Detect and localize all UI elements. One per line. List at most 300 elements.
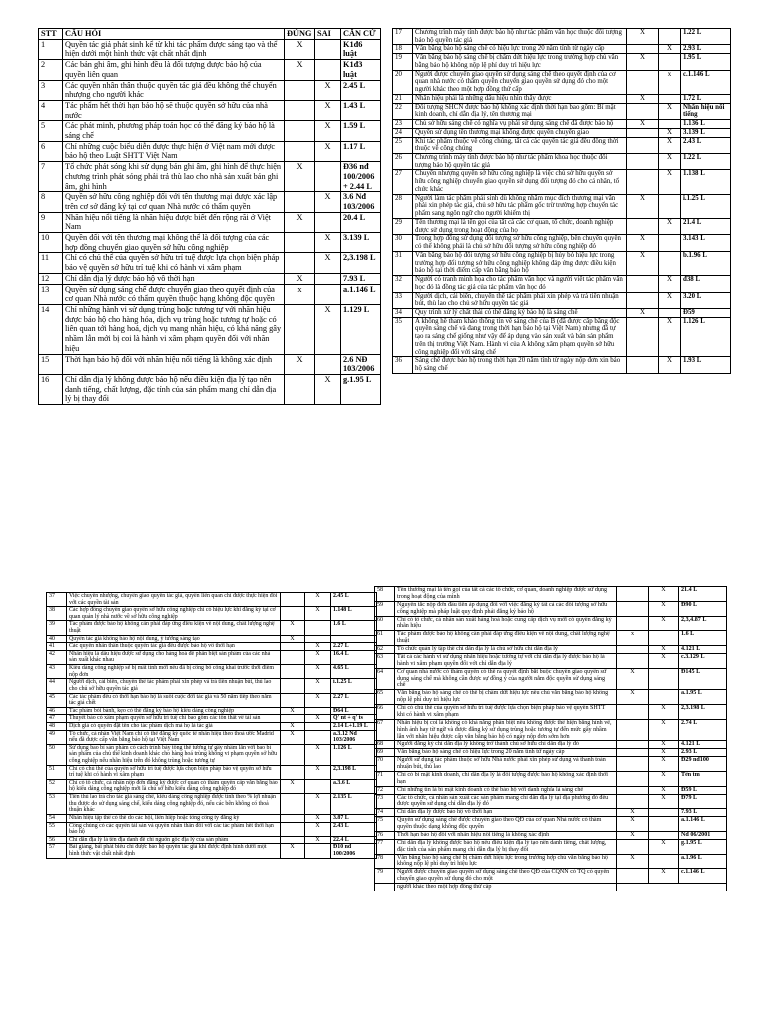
- false-mark: [315, 284, 341, 304]
- false-mark: X: [315, 374, 341, 404]
- legal-basis: a.3.12 Nđ 103/2006: [331, 730, 377, 744]
- false-mark: [649, 854, 679, 869]
- true-mark: [285, 253, 315, 273]
- question-text: Quy trình xử lý chất thải có thể đăng ký bảo hộ là sáng chế: [413, 308, 627, 317]
- row-number: 44: [47, 679, 67, 693]
- table-row: [39, 284, 381, 304]
- row-number: [375, 884, 395, 891]
- false-mark: X: [649, 601, 679, 616]
- true-mark: [627, 137, 659, 153]
- true-mark: [627, 45, 659, 54]
- false-mark: X: [315, 80, 341, 100]
- false-mark: X: [649, 646, 679, 654]
- false-mark: X: [659, 218, 681, 234]
- true-mark: [627, 154, 659, 170]
- question-text: Chỉ dẫn địa lý được bảo hộ vô thời hạn: [63, 273, 285, 284]
- row-number: 24: [393, 128, 413, 137]
- legal-basis: 21.4 L: [681, 218, 731, 234]
- question-text: Tác phẩm được bảo hộ không cần phải đáp ứng điều kiện về nội dung, chất lượng nghệ thuật: [395, 631, 617, 646]
- table-row: [47, 744, 377, 765]
- row-number: 65: [375, 690, 395, 705]
- legal-basis: 21.4 L: [679, 587, 727, 602]
- question-text: A không hề tham khảo thông tin về sáng chế của B (đã được cấp bằng độc quyền sáng chế và đang trong thời hạn bảo hộ tại Việt Nam) nhưng đã tự tạo ra sáng chế giống như vậy để áp dụng vào sản xuất và bán sản phẩm trên thị trường Việt Nam. Hành vi của A không xâm phạm quyền sở hữu công nghiệp đối với sáng chế: [413, 317, 627, 357]
- row-number: 25: [393, 137, 413, 153]
- false-mark: X: [659, 170, 681, 194]
- legal-basis: 1.59 L: [341, 121, 381, 141]
- false-mark: [649, 809, 679, 817]
- row-number: 40: [47, 635, 67, 643]
- row-number: 9: [39, 212, 63, 232]
- question-text: Chuyển nhượng quyền sở hữu công nghiệp là việc chủ sở hữu quyền sở hữu công nghiệp chuyển giao quyền sử dụng đối tượng đó cho cá nhân, tổ chức khác: [413, 170, 627, 194]
- true-mark: [617, 757, 649, 772]
- true-mark: X: [627, 251, 659, 275]
- table-row: [47, 779, 377, 793]
- row-number: 38: [47, 607, 67, 621]
- row-number: 28: [393, 194, 413, 218]
- question-text: Văn bằng bảo hộ sáng chế bị chấm dứt hiệu lực trong trường hợp chủ văn bằng bảo hộ không nộp lệ phí duy trì hiệu lực: [395, 854, 617, 869]
- question-text: Người đăng ký chỉ dẫn địa lý không trở thành chủ sở hữu chỉ dẫn địa lý đó: [395, 741, 617, 749]
- question-text: Tác phẩm hết thời hạn bảo hộ sẽ thuộc quyền sở hữu của nhà nước: [63, 100, 285, 120]
- legal-basis: a.1.96 L: [679, 854, 727, 869]
- true-mark: [281, 715, 305, 723]
- row-number: 39: [47, 621, 67, 635]
- table-row: [393, 235, 731, 251]
- header-stt: STT: [39, 29, 63, 40]
- row-number: 20: [393, 70, 413, 94]
- true-mark: [617, 741, 649, 749]
- question-text: Quyền sử dụng sáng chế được chuyển giao theo quyết định của cơ quan Nhà nước có thẩm quyền thuộc hạng không độc quyền: [63, 284, 285, 304]
- false-mark: X: [659, 137, 681, 153]
- true-mark: X: [617, 854, 649, 869]
- table-row: [393, 251, 731, 275]
- legal-basis: g.1.95 L: [341, 374, 381, 404]
- true-mark: X: [285, 212, 315, 232]
- questions-table-37-57: [46, 592, 376, 859]
- legal-basis: Đ79 L: [679, 794, 727, 809]
- table-header-row: [39, 29, 381, 40]
- false-mark: [649, 668, 679, 690]
- row-number: 41: [47, 643, 67, 651]
- true-mark: [627, 128, 659, 137]
- row-number: 18: [393, 45, 413, 54]
- true-mark: X: [281, 635, 305, 643]
- legal-basis: 2,3.198 L: [679, 705, 727, 720]
- legal-basis: Đ36 nđ 100/2006 + 2.44 L: [341, 162, 381, 192]
- legal-basis: Đ29 nđ100: [679, 757, 727, 772]
- row-number: 15: [39, 354, 63, 374]
- row-number: 71: [375, 771, 395, 786]
- false-mark: X: [305, 693, 331, 707]
- row-number: 69: [375, 749, 395, 757]
- table-row: [375, 817, 727, 832]
- table-row: [375, 587, 727, 602]
- false-mark: X: [315, 233, 341, 253]
- legal-basis: 2.6 NĐ 103/2006: [341, 354, 381, 374]
- legal-basis: 1.126 L: [331, 744, 377, 765]
- row-number: 30: [393, 235, 413, 251]
- row-number: 1: [39, 39, 63, 59]
- true-mark: [617, 869, 649, 884]
- question-text: Các quyền nhân thân thuộc quyền tác giả đều được bảo hộ vô thời hạn: [67, 643, 281, 651]
- table-row: [393, 45, 731, 54]
- row-number: 14: [39, 304, 63, 354]
- true-mark: X: [281, 621, 305, 635]
- table-row: [47, 844, 377, 858]
- question-text: Bài giảng, bài phát biểu chỉ được bảo hộ quyền tác giả khi được định hình dưới một hình thức vật chất nhất định: [67, 844, 281, 858]
- table-row: [47, 635, 377, 643]
- legal-basis: i.1.25 L: [681, 194, 731, 218]
- table-row: [39, 212, 381, 232]
- true-mark: [617, 794, 649, 809]
- table-row: [375, 631, 727, 646]
- row-number: 54: [47, 814, 67, 822]
- header-question: CÂU HỎI: [63, 29, 285, 40]
- false-mark: [659, 194, 681, 218]
- true-mark: [627, 292, 659, 308]
- question-text: Khi tác phẩm thuộc về công chúng, tất cả các quyền tác giả đều đồng thời thuộc về công chúng: [413, 137, 627, 153]
- true-mark: [285, 233, 315, 253]
- row-number: 70: [375, 757, 395, 772]
- question-text: Chỉ có tổ chức, cá nhân nộp đơn đăng ký được cơ quan có thẩm quyền cấp văn bằng bảo hộ kiểu dáng công nghiệp mới là chủ sở hữu kiểu dáng công nghiệp đó: [67, 779, 281, 793]
- question-text: Chương trình máy tính được bảo hộ như tác phẩm văn học thuộc đối tượng bảo hộ quyền tác giả: [413, 29, 627, 45]
- true-mark: [285, 141, 315, 161]
- legal-basis: a.1.146 L: [679, 817, 727, 832]
- true-mark: X: [281, 722, 305, 730]
- row-number: 49: [47, 730, 67, 744]
- row-number: 2: [39, 60, 63, 80]
- row-number: 52: [47, 779, 67, 793]
- false-mark: X: [305, 679, 331, 693]
- true-mark: [617, 839, 649, 854]
- row-number: 6: [39, 141, 63, 161]
- true-mark: [281, 794, 305, 815]
- true-mark: [627, 357, 659, 373]
- legal-basis: 2.27 L: [331, 643, 377, 651]
- legal-basis: c.3.129 L: [679, 653, 727, 668]
- false-mark: X: [659, 154, 681, 170]
- legal-basis: 20.4 L: [341, 212, 381, 232]
- true-mark: [617, 749, 649, 757]
- empty-cells: [617, 884, 727, 891]
- legal-basis: 3.20 L: [681, 292, 731, 308]
- row-number: 22: [393, 103, 413, 119]
- false-mark: [305, 844, 331, 858]
- row-number: 55: [47, 822, 67, 836]
- table-row: [47, 679, 377, 693]
- question-text: Chỉ những hành vi sử dụng trùng hoặc tương tự với nhãn hiệu được bảo hộ cho hàng hóa, dịch vụ trùng hoặc tương tự hoặc có liên quan tới hàng hoá, dịch vụ mang nhãn hiệu, có khả năng gây nhầm lẫn mới bị coi là hành vi xâm phạm quyền đối với nhãn hiệu: [63, 304, 285, 354]
- table-row: [375, 757, 727, 772]
- row-number: 10: [39, 233, 63, 253]
- true-mark: [281, 693, 305, 707]
- legal-basis: K1đ3 luật: [341, 60, 381, 80]
- question-text: Chỉ những tín là bí mật kinh doanh có thể bảo hộ với danh nghĩa là sáng chế: [395, 786, 617, 794]
- true-mark: [281, 643, 305, 651]
- legal-basis: Đ64 L: [331, 707, 377, 715]
- row-number: 56: [47, 836, 67, 844]
- row-number: 42: [47, 650, 67, 664]
- question-text: Văn bằng bảo hộ sáng chế có thể bị chấm dứt hiệu lực nếu chủ văn bằng bảo hộ không nộp lệ phí duy trì hiệu lực: [395, 690, 617, 705]
- false-mark: X: [305, 643, 331, 651]
- table-row: [375, 794, 727, 809]
- true-mark: X: [617, 690, 649, 705]
- question-text: Cơ quan nhà nước có thẩm quyền có thể ra quyết định bắt buộc chuyển giao quyền sử dụng sáng chế mà không cần được sự đồng ý của người nắm độc quyền sử dụng sáng chế: [395, 668, 617, 690]
- row-number: 46: [47, 707, 67, 715]
- legal-basis: 3.139 L: [681, 128, 731, 137]
- true-mark: [281, 836, 305, 844]
- legal-basis: 1.22 L: [681, 154, 731, 170]
- true-mark: [285, 192, 315, 212]
- row-number: 5: [39, 121, 63, 141]
- legal-basis: 4.65 L: [331, 665, 377, 679]
- legal-basis: 2.93 L: [681, 45, 731, 54]
- legal-basis: c.1.146 L: [679, 869, 727, 884]
- question-text: Tên thương mại là tên gọi của tất cả các cơ quan, tổ chức, doanh nghiệp được sử dụng trong hoạt động của họ: [413, 218, 627, 234]
- true-mark: [285, 304, 315, 354]
- legal-basis: b.1.96 L: [681, 251, 731, 275]
- false-mark: [659, 235, 681, 251]
- false-mark: X: [649, 839, 679, 854]
- false-mark: [659, 308, 681, 317]
- question-text: Công chúng có các quyền tài sản và quyền nhân thân đối với các tác phẩm hết thời hạn bảo hộ: [67, 822, 281, 836]
- question-text: Quyền đối với tên thương mại không thể là đối tượng của các hợp đồng chuyển giao quyền sở hữu công nghiệp: [63, 233, 285, 253]
- row-number: 19: [393, 54, 413, 70]
- false-mark: [305, 707, 331, 715]
- table-row: [375, 869, 727, 884]
- legal-basis: 2.43 L: [331, 822, 377, 836]
- false-mark: X: [305, 665, 331, 679]
- legal-basis: 7.93 L: [341, 273, 381, 284]
- true-mark: X: [285, 354, 315, 374]
- legal-basis: i.1.25 L: [331, 679, 377, 693]
- question-text: Việc chuyển nhượng, chuyển giao quyền tác giả, quyền liên quan chỉ được thực hiện đối với các quyền tài sản: [67, 593, 281, 607]
- row-number: 75: [375, 817, 395, 832]
- legal-basis: 3.139 L: [341, 233, 381, 253]
- legal-basis: 16.4 L: [331, 650, 377, 664]
- table-row: [47, 650, 377, 664]
- false-mark: X: [649, 741, 679, 749]
- legal-basis: 1.17 L: [341, 141, 381, 161]
- false-mark: [659, 94, 681, 103]
- question-text: Người sử dụng tác phẩm thuộc sở hữu Nhà nước phải xin phép sử dụng và thanh toán nhuận bút, thù lao: [395, 757, 617, 772]
- question-text: Chỉ dẫn địa lý là tên địa danh để chỉ nguồn gốc địa lý của sản phẩm: [67, 836, 281, 844]
- table-row: [375, 786, 727, 794]
- question-text: Nhãn hiệu nổi tiếng là nhãn hiệu được biết đến rộng rãi ở Việt Nam: [63, 212, 285, 232]
- false-mark: X: [305, 765, 331, 779]
- table-row: [393, 94, 731, 103]
- true-mark: [627, 218, 659, 234]
- true-mark: [281, 814, 305, 822]
- false-mark: [649, 817, 679, 832]
- row-number: 77: [375, 839, 395, 854]
- legal-basis: 1.95 L: [681, 54, 731, 70]
- question-text: Nhãn hiệu phải là những dấu hiệu nhìn thấy được: [413, 94, 627, 103]
- question-text: Tác phẩm bói bánh, kẹo có thể đăng ký bảo hộ kiểu dáng công nghiệp: [67, 707, 281, 715]
- table-row: [47, 593, 377, 607]
- table-row: [47, 715, 377, 723]
- false-mark: [649, 831, 679, 839]
- legal-basis: 1.72 L: [681, 94, 731, 103]
- false-mark: [315, 273, 341, 284]
- questions-table-58-79: [374, 586, 726, 891]
- true-mark: [617, 705, 649, 720]
- false-mark: X: [649, 719, 679, 741]
- row-number: 31: [393, 251, 413, 275]
- header-basis: CĂN CỨ: [341, 29, 381, 40]
- question-text: Sử dụng bao bì sản phẩm có cách trình bày tổng thể tương tự gây nhầm lẫn với bao bì sản phẩm của chủ thể kinh doanh khác cho hàng hoá trùng không vi phạm quyền sở hữu công nghiệp nếu nhãn hiệu trên đó không trùng hoặc tương tự: [67, 744, 281, 765]
- legal-basis: đ38 L: [681, 276, 731, 292]
- row-number: 43: [47, 665, 67, 679]
- table-row: [47, 836, 377, 844]
- true-mark: [617, 771, 649, 786]
- false-mark: X: [305, 836, 331, 844]
- question-text: Người được chuyển giao quyền sử dụng sáng chế theo quyết định của cơ quan nhà nước có thẩm quyền chuyển giao quyền sử dụng đó cho một người khác theo một hợp đồng thứ cấp: [413, 70, 627, 94]
- legal-basis: 22.4 L: [331, 836, 377, 844]
- table-row: [393, 194, 731, 218]
- false-mark: [305, 722, 331, 730]
- table-row: [393, 120, 731, 129]
- legal-basis: 2.14 L+1.19 L: [331, 722, 377, 730]
- false-mark: X: [649, 757, 679, 772]
- false-mark: X: [659, 128, 681, 137]
- question-text: Chủ sở hữu sáng chế có nghĩa vụ phải sử dụng sáng chế đã được bảo hộ: [413, 120, 627, 129]
- row-number: 21: [393, 94, 413, 103]
- table-row: [39, 233, 381, 253]
- legal-basis: 1.148 L: [331, 607, 377, 621]
- true-mark: X: [281, 779, 305, 793]
- true-mark: X: [285, 273, 315, 284]
- question-text: Tên thương mại là tên gọi của tất cả các tổ chức, cơ quan, doanh nghiệp được sử dụng trong hoạt động của mình: [395, 587, 617, 602]
- row-number: 58: [375, 587, 395, 602]
- false-mark: X: [305, 607, 331, 621]
- legal-basis: Đ59: [681, 308, 731, 317]
- true-mark: X: [617, 831, 649, 839]
- legal-basis: Nđ 06/2001: [679, 831, 727, 839]
- false-mark: X: [315, 253, 341, 273]
- questions-table-1-16: [38, 28, 380, 405]
- question-text: Người dịch, cải biên, chuyển thể tác phẩm phải xin phép và trả tiền nhuận bút, thù lao cho chủ sở hữu quyền tác giả: [67, 679, 281, 693]
- row-number: 74: [375, 809, 395, 817]
- question-text: Tổ chức quản lý tập thể chỉ dẫn địa lý là chủ sở hữu chỉ dẫn địa lý: [395, 646, 617, 654]
- question-text: Quyền tác giả phát sinh kể từ khi tác phẩm được sáng tạo và thể hiện dưới một hình thức vật chất nhất định: [63, 39, 285, 59]
- false-mark: X: [659, 45, 681, 54]
- false-mark: [649, 690, 679, 705]
- true-mark: [285, 80, 315, 100]
- question-text: Các tác phẩm đều có thời hạn bảo hộ là suốt cuộc đời tác giả và 50 năm tiếp theo năm tác giả chết: [67, 693, 281, 707]
- false-mark: X: [305, 650, 331, 664]
- table-row: [393, 357, 731, 373]
- true-mark: [627, 70, 659, 94]
- true-mark: X: [617, 668, 649, 690]
- true-mark: [285, 121, 315, 141]
- row-number: 26: [393, 154, 413, 170]
- legal-basis: Tên tm: [679, 771, 727, 786]
- question-text: Người có tranh minh họa cho tác phẩm văn học và người viết tác phẩm văn học đó là đồng tác giả của tác phẩm văn học đó: [413, 276, 627, 292]
- legal-basis: 4.121 L: [679, 741, 727, 749]
- table-row: [39, 253, 381, 273]
- true-mark: X: [617, 817, 649, 832]
- false-mark: X: [649, 749, 679, 757]
- false-mark: [659, 54, 681, 70]
- false-mark: [315, 162, 341, 192]
- true-mark: [617, 601, 649, 616]
- table-row: [393, 54, 731, 70]
- row-number: 47: [47, 715, 67, 723]
- legal-basis: 3.87 L: [331, 814, 377, 822]
- questions-table-17-36: [392, 28, 730, 374]
- question-text: Nhãn hiệu là dấu hiệu được sử dụng cho hàng hoá để phân biệt sản phẩm của các nhà sản xuất khác nhau: [67, 650, 281, 664]
- false-mark: [305, 730, 331, 744]
- row-number: 12: [39, 273, 63, 284]
- row-number: 11: [39, 253, 63, 273]
- question-text: Chương trình máy tính được bảo hộ như tác phẩm khoa học thuộc đối tượng bảo hộ quyền tác giả: [413, 154, 627, 170]
- continuation-text: người khác theo một hợp đồng thứ cấp: [395, 884, 617, 891]
- table-row: [393, 103, 731, 119]
- table-row: [47, 643, 377, 651]
- table-row: [47, 794, 377, 815]
- false-mark: [659, 120, 681, 129]
- row-number: 35: [393, 317, 413, 357]
- question-text: Tác phẩm được bảo hộ không cần phải đáp ứng điều kiện về nội dung, chất lượng nghệ thuật: [67, 621, 281, 635]
- header-false: SAI: [315, 29, 341, 40]
- legal-basis: Đ145 L: [679, 668, 727, 690]
- false-mark: [659, 251, 681, 275]
- legal-basis: 7.93 L: [679, 809, 727, 817]
- table-row: [393, 276, 731, 292]
- table-row: [375, 653, 727, 668]
- false-mark: X: [305, 794, 331, 815]
- legal-basis: 1.93 L: [681, 357, 731, 373]
- row-number: 8: [39, 192, 63, 212]
- row-number: 78: [375, 854, 395, 869]
- table-row: [393, 70, 731, 94]
- legal-basis: 2,3,4.87 L: [679, 616, 727, 631]
- legal-basis: 1.43 L: [341, 100, 381, 120]
- question-text: Sáng chế được bảo hộ trong thời hạn 20 năm tính từ ngày nộp đơn xin bảo hộ sáng chế: [413, 357, 627, 373]
- table-row: [47, 765, 377, 779]
- false-mark: X: [305, 822, 331, 836]
- false-mark: [305, 621, 331, 635]
- table-row: [393, 29, 731, 45]
- true-mark: [281, 650, 305, 664]
- question-text: Đối tượng SHCN được bảo hộ không xác định thời hạn bao gồm: Bí mật kinh doanh, chỉ dẫn địa lý, tên thương mại: [413, 103, 627, 119]
- row-number: 37: [47, 593, 67, 607]
- question-text: Tổ chức phát sóng khi sử dụng bản ghi âm, ghi hình để thực hiện chương trình phát sóng phải trả thù lao cho nhà sản xuất bản ghi âm, ghi hình: [63, 162, 285, 192]
- legal-basis: 1.129 L: [341, 304, 381, 354]
- row-number: 33: [393, 292, 413, 308]
- true-mark: X: [627, 194, 659, 218]
- false-mark: X: [659, 292, 681, 308]
- question-text: Chỉ dẫn địa lý được bảo hộ vô thời hạn: [395, 809, 617, 817]
- false-mark: X: [649, 869, 679, 884]
- true-mark: [281, 607, 305, 621]
- table-row: [47, 730, 377, 744]
- row-number: 68: [375, 741, 395, 749]
- question-text: Chỉ có chủ thể của quyền sở hữu trí tuệ được lựa chọn biện pháp bảo vệ quyền sở hữu trí tuệ khi có hành vi xâm phạm: [67, 765, 281, 779]
- row-number: 76: [375, 831, 395, 839]
- legal-basis: Q' nt + q' ts: [331, 715, 377, 723]
- false-mark: X: [305, 593, 331, 607]
- legal-basis: 1.6 L: [679, 631, 727, 646]
- table-row: [375, 839, 727, 854]
- false-mark: x: [659, 70, 681, 94]
- row-number: 63: [375, 653, 395, 668]
- true-mark: [617, 616, 649, 631]
- false-mark: [315, 212, 341, 232]
- false-mark: [315, 39, 341, 59]
- row-number: 50: [47, 744, 67, 765]
- table-row: [375, 741, 727, 749]
- question-text: Thời hạn bảo hộ đối với nhãn hiệu nổi tiếng là không xác định: [63, 354, 285, 374]
